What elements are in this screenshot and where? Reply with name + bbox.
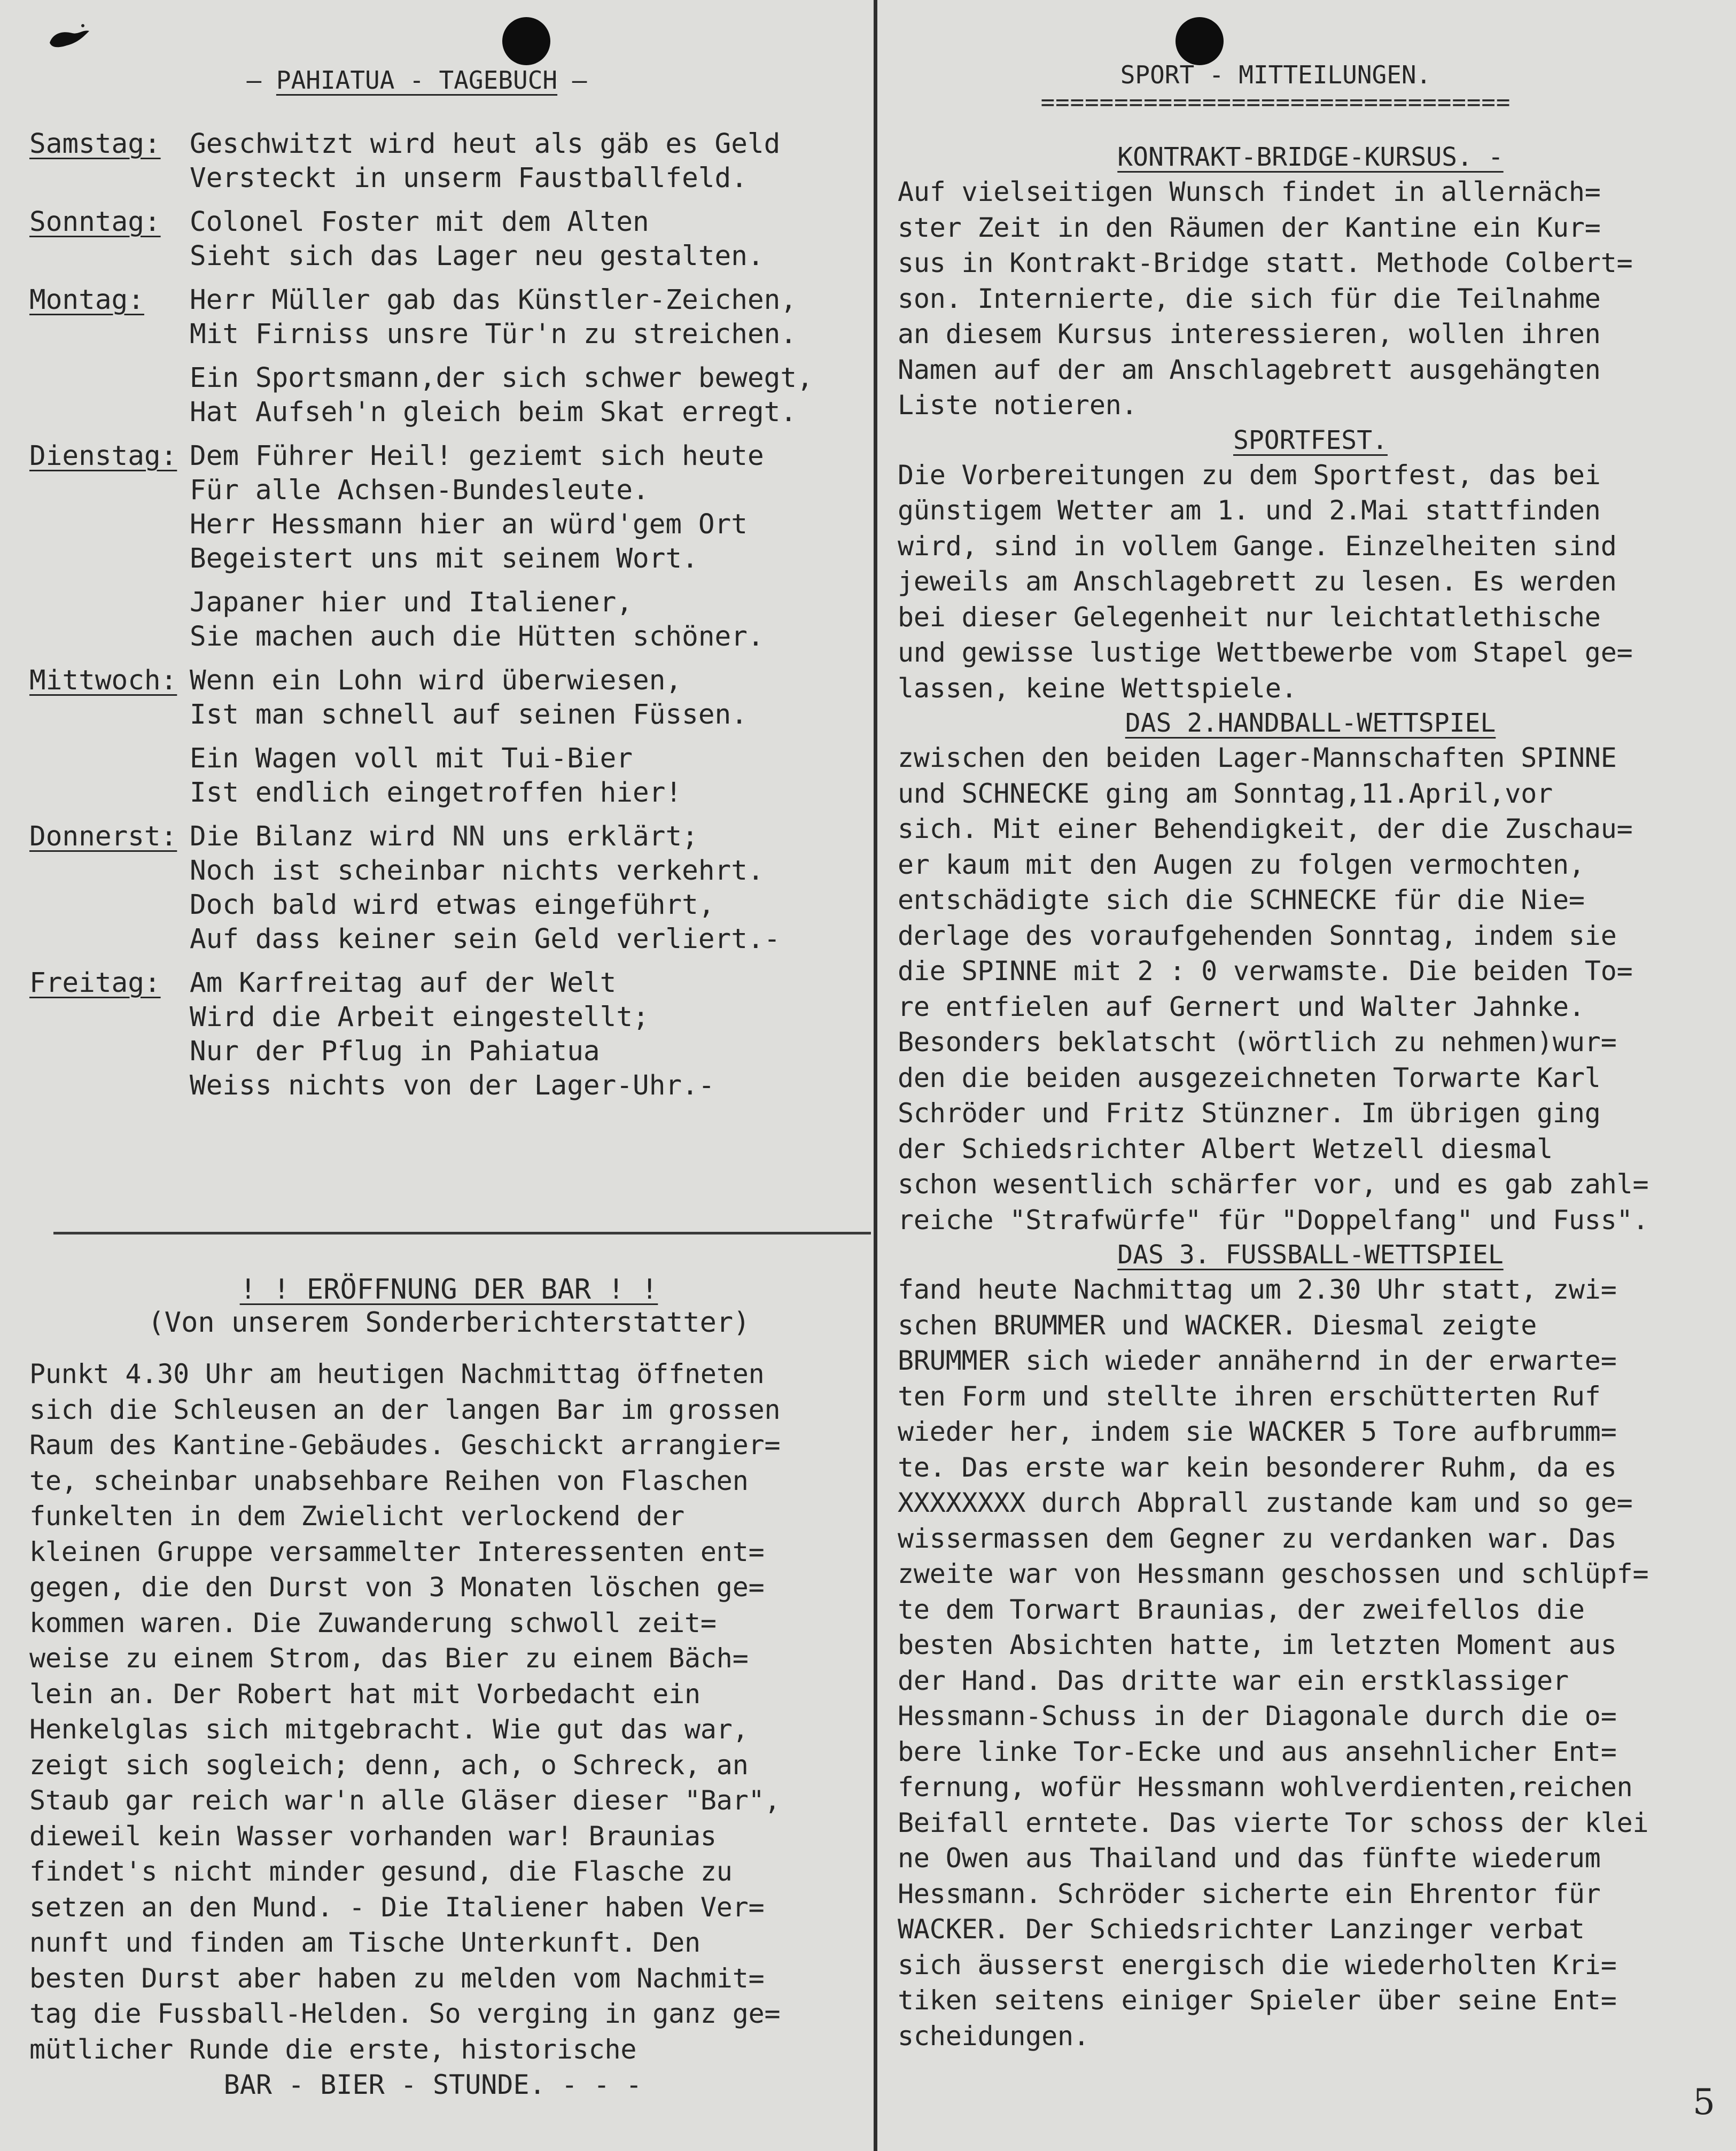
- diary-entry: [29, 205, 868, 274]
- bar-subheading: (Von unserem Sonderberichterstatter): [147, 1307, 750, 1339]
- section-line: jeweils am Anschlagebrett zu lesen. Es werden: [898, 566, 1617, 597]
- bar-end-line: BAR - BIER - STUNDE. - - -: [223, 2069, 642, 2100]
- section-line: bere linke Tor-Ecke und aus ansehnlicher Ent=: [898, 1736, 1617, 1767]
- verse-line: Am Karfreitag auf der Welt: [190, 967, 617, 999]
- sport-section: [898, 423, 1723, 706]
- section-line: Beifall erntete. Das vierte Tor schoss der klei: [898, 1807, 1649, 1838]
- diary-verse: [190, 664, 868, 732]
- bar-text-line: dieweil kein Wasser vorhanden war! Braunias: [29, 1820, 717, 1852]
- diary-verse: [190, 361, 868, 430]
- section-line: reiche "Strafwürfe" für "Doppelfang" und Fuss".: [898, 1204, 1649, 1236]
- section-heading-text: KONTRAKT-BRIDGE-KURSUS. -: [1117, 142, 1504, 172]
- punch-hole-right: [1176, 17, 1224, 65]
- sport-section: [898, 140, 1723, 423]
- section-line: schen BRUMMER und WACKER. Diesmal zeigte: [898, 1309, 1537, 1341]
- bar-heading: ! ! ERÖFFNUNG DER BAR ! !: [239, 1273, 658, 1306]
- bar-text-line: kleinen Gruppe versammelter Interessenten ent=: [29, 1536, 765, 1567]
- diary-day: Donnerst:: [29, 821, 177, 852]
- section-rule: [53, 1232, 871, 1234]
- section-line: zwischen den beiden Lager-Mannschaften SPINNE: [898, 742, 1617, 773]
- section-line: schon wesentlich schärfer vor, und es gab zahl=: [898, 1169, 1649, 1200]
- section-line: besten Absichten hatte, im letzten Moment aus: [898, 1629, 1617, 1660]
- section-line: ster Zeit in den Räumen der Kantine ein Kur=: [898, 212, 1601, 243]
- diary-day: Montag:: [29, 284, 144, 316]
- left-column: [29, 64, 868, 2100]
- section-line: re entfielen auf Gernert und Walter Jahnke.: [898, 991, 1585, 1022]
- verse-line: Begeistert uns mit seinem Wort.: [190, 543, 698, 574]
- bar-text-line: lein an. Der Robert hat mit Vorbedacht ein: [29, 1678, 700, 1710]
- diary-entry: [29, 361, 868, 430]
- diary-verse: [190, 283, 868, 352]
- section-line: bei dieser Gelegenheit nur leichtatlethische: [898, 601, 1601, 633]
- column-divider: [874, 0, 877, 2151]
- diary-entry: [29, 742, 868, 810]
- section-line: fand heute Nachmittag um 2.30 Uhr statt, zwi=: [898, 1274, 1617, 1305]
- verse-line: Versteckt in unserm Faustballfeld.: [190, 162, 748, 194]
- verse-line: Ein Wagen voll mit Tui-Bier: [190, 743, 633, 774]
- section-line: fernung, wofür Hessmann wohlverdienten,reichen: [898, 1772, 1633, 1803]
- section-line: und gewisse lustige Wettbewerbe vom Stapel ge=: [898, 637, 1633, 668]
- verse-line: Ein Sportsmann,der sich schwer bewegt,: [190, 362, 813, 394]
- diary-verse: [190, 742, 868, 810]
- diary-entry: [29, 283, 868, 352]
- bar-text-line: zeigt sich sogleich; denn, ach, o Schreck, an: [29, 1749, 749, 1781]
- section-line: Liste notieren.: [898, 390, 1138, 421]
- diary-entry: [29, 664, 868, 732]
- sport-section: [898, 706, 1723, 1238]
- section-line: zweite war von Hessmann geschossen und schlüpf=: [898, 1558, 1649, 1589]
- verse-line: Doch bald wird etwas eingeführt,: [190, 889, 715, 921]
- verse-line: Dem Führer Heil! geziemt sich heute: [190, 440, 764, 472]
- verse-line: Mit Firniss unsre Tür'n zu streichen.: [190, 319, 797, 350]
- verse-line: Colonel Foster mit dem Alten: [190, 206, 649, 238]
- verse-line: Geschwitzt wird heut als gäb es Geld: [190, 128, 781, 160]
- section-heading: [898, 423, 1723, 457]
- diary-title: — PAHIATUA - TAGEBUCH —: [246, 66, 587, 95]
- diary-verse: [190, 127, 868, 196]
- verse-line: Hat Aufseh'n gleich beim Skat erregt.: [190, 397, 797, 428]
- diary-entry: [29, 127, 868, 196]
- verse-line: Japaner hier und Italiener,: [190, 587, 633, 618]
- section-line: die SPINNE mit 2 : 0 verwamste. Die beiden To=: [898, 956, 1633, 987]
- bar-text-line: kommen waren. Die Zuwanderung schwoll zeit=: [29, 1607, 717, 1639]
- bar-text-line: findet's nicht minder gesund, die Flasche zu: [29, 1856, 733, 1887]
- bar-text-line: tag die Fussball-Helden. So verging in ganz ge=: [29, 1998, 781, 2029]
- verse-line: Weiss nichts von der Lager-Uhr.-: [190, 1070, 715, 1101]
- bar-text-line: Henkelglas sich mitgebracht. Wie gut das war,: [29, 1714, 749, 1745]
- section-line: wieder her, indem sie WACKER 5 Tore aufbrumm=: [898, 1416, 1617, 1447]
- verse-line: Herr Hessmann hier an würd'gem Ort: [190, 509, 748, 540]
- bar-text-line: Raum des Kantine-Gebäudes. Geschickt arrangier=: [29, 1430, 781, 1461]
- bar-article: [29, 1273, 868, 2102]
- diary-day: Samstag:: [29, 128, 161, 160]
- section-line: ne Owen aus Thailand und das fünfte wiederum: [898, 1843, 1601, 1874]
- diary-verse: [190, 820, 868, 957]
- section-line: Besonders beklatscht (wörtlich zu nehmen)wur=: [898, 1027, 1617, 1058]
- bar-text-line: sich die Schleusen an der langen Bar im grossen: [29, 1394, 781, 1425]
- section-heading: [898, 140, 1723, 174]
- section-line: sich äusserst energisch die wiederholten Kri=: [898, 1949, 1617, 1981]
- section-line: lassen, keine Wettspiele.: [898, 672, 1297, 704]
- sport-sections: [898, 140, 1723, 2054]
- section-line: der Schiedsrichter Albert Wetzell diesmal: [898, 1133, 1553, 1164]
- section-line: an diesem Kursus interessieren, wollen ihren: [898, 319, 1601, 350]
- section-line: WACKER. Der Schiedsrichter Lanzinger verbat: [898, 1914, 1585, 1945]
- verse-line: Noch ist scheinbar nichts verkehrt.: [190, 855, 764, 887]
- section-line: der Hand. Das dritte war ein erstklassiger: [898, 1665, 1569, 1696]
- section-line: wissermassen dem Gegner zu verdanken war. Das: [898, 1523, 1617, 1554]
- section-line: BRUMMER sich wieder annähernd in der erwarte=: [898, 1345, 1617, 1376]
- bar-text: [29, 1356, 868, 2067]
- verse-line: Ist endlich eingetroffen hier!: [190, 777, 682, 809]
- diary-verse: [190, 439, 868, 576]
- diary-verse: [190, 966, 868, 1103]
- section-line: sich. Mit einer Behendigkeit, der die Zuschau=: [898, 813, 1633, 844]
- section-line: Hessmann-Schuss in der Diagonale durch die o=: [898, 1700, 1617, 1731]
- diary-day: Freitag:: [29, 967, 161, 999]
- bar-text-line: setzen an den Mund. - Die Italiener haben Ver=: [29, 1891, 765, 1923]
- bar-text-line: Staub gar reich war'n alle Gläser dieser "Bar",: [29, 1785, 781, 1816]
- verse-line: Nur der Pflug in Pahiatua: [190, 1036, 600, 1067]
- verse-line: Sieht sich das Lager neu gestalten.: [190, 240, 764, 272]
- section-line: scheidungen.: [898, 2020, 1089, 2052]
- ink-blot: [45, 21, 94, 53]
- section-heading: [898, 1238, 1723, 1272]
- section-line: te dem Torwart Braunias, der zweifellos die: [898, 1594, 1585, 1625]
- section-line: Die Vorbereitungen zu dem Sportfest, das bei: [898, 459, 1601, 491]
- section-line: sus in Kontrakt-Bridge statt. Methode Colbert=: [898, 247, 1633, 278]
- bar-text-line: mütlicher Runde die erste, historische: [29, 2033, 637, 2065]
- bar-text-line: weise zu einem Strom, das Bier zu einem Bäch=: [29, 1643, 749, 1674]
- section-heading: [898, 706, 1723, 740]
- section-heading-text: DAS 2.HANDBALL-WETTSPIEL: [1125, 708, 1496, 738]
- title-rule: ================================: [1040, 92, 1511, 113]
- diary-entry: [29, 820, 868, 957]
- verse-line-end: uns erklärt;: [485, 821, 698, 852]
- verse-line: Wird die Arbeit eingestellt;: [190, 1001, 649, 1033]
- bar-text-line: nunft und finden am Tische Unterkunft. Den: [29, 1927, 700, 1958]
- diary-entry: [29, 439, 868, 576]
- verse-line: Auf dass keiner sein Geld verliert.-: [190, 923, 781, 955]
- diary-verse: [190, 586, 868, 654]
- section-line: derlage des voraufgehenden Sonntag, indem sie: [898, 920, 1617, 951]
- sport-section: [898, 1238, 1723, 2054]
- bar-text-line: funkelten in dem Zwielicht verlockend der: [29, 1501, 685, 1532]
- section-line: son. Internierte, die sich für die Teilnahme: [898, 283, 1601, 314]
- section-heading-text: SPORTFEST.: [1233, 425, 1388, 455]
- sport-title: SPORT - MITTEILUNGEN.: [1120, 60, 1431, 89]
- diary-list: [29, 127, 868, 1103]
- section-line: Auf vielseitigen Wunsch findet in allernäch=: [898, 176, 1601, 207]
- section-line: er kaum mit den Augen zu folgen vermochten,: [898, 849, 1585, 880]
- verse-line: [190, 820, 868, 854]
- bar-text-line: gegen, die den Durst von 3 Monaten löschen ge=: [29, 1572, 765, 1603]
- diary-entry: [29, 966, 868, 1103]
- verse-line: Herr Müller gab das Künstler-Zeichen,: [190, 284, 797, 316]
- section-line: und SCHNECKE ging am Sonntag,11.April,vor: [898, 778, 1553, 809]
- section-line: wird, sind in vollem Gange. Einzelheiten sind: [898, 530, 1617, 562]
- verse-line: Sie machen auch die Hütten schöner.: [190, 621, 764, 653]
- verse-line: Wenn ein Lohn wird überwiesen,: [190, 665, 682, 696]
- section-line: tiken seitens einiger Spieler über seine Ent=: [898, 1985, 1617, 2016]
- bar-text-line: Punkt 4.30 Uhr am heutigen Nachmittag öffneten: [29, 1358, 765, 1389]
- punch-hole-left: [502, 17, 550, 65]
- section-line: Hessmann. Schröder sicherte ein Ehrentor für: [898, 1878, 1601, 1909]
- bar-text-line: te, scheinbar unabsehbare Reihen von Flaschen: [29, 1465, 749, 1496]
- section-heading-text: DAS 3. FUSSBALL-WETTSPIEL: [1117, 1240, 1504, 1270]
- section-line: Namen auf der am Anschlagebrett ausgehängten: [898, 354, 1601, 385]
- verse-line-start: Die Bilanz wird: [190, 821, 453, 852]
- overtyped-mark: NN: [452, 821, 485, 852]
- section-line: den die beiden ausgezeichneten Torwarte Karl: [898, 1062, 1601, 1093]
- bar-text-line: besten Durst aber haben zu melden vom Nachmit=: [29, 1962, 765, 1994]
- diary-verse: [190, 205, 868, 274]
- section-line: XXXXXXXX durch Abprall zustande kam und so ge=: [898, 1487, 1633, 1518]
- verse-line: Für alle Achsen-Bundesleute.: [190, 475, 649, 506]
- verse-line: Ist man schnell auf seinen Füssen.: [190, 699, 748, 731]
- diary-day: Mittwoch:: [29, 665, 177, 696]
- section-line: te. Das erste war kein besonderer Ruhm, da es: [898, 1451, 1617, 1483]
- page-number: 5: [1693, 2082, 1715, 2123]
- right-column: [898, 59, 1723, 2054]
- section-line: günstigem Wetter am 1. und 2.Mai stattfinden: [898, 495, 1601, 526]
- diary-entry: [29, 586, 868, 654]
- diary-day: Dienstag:: [29, 440, 177, 472]
- section-line: Schröder und Fritz Stünzner. Im übrigen ging: [898, 1098, 1601, 1129]
- section-line: ten Form und stellte ihren erschütterten Ruf: [898, 1380, 1601, 1412]
- diary-day: Sonntag:: [29, 206, 161, 238]
- section-line: entschädigte sich die SCHNECKE für die Nie=: [898, 884, 1585, 915]
